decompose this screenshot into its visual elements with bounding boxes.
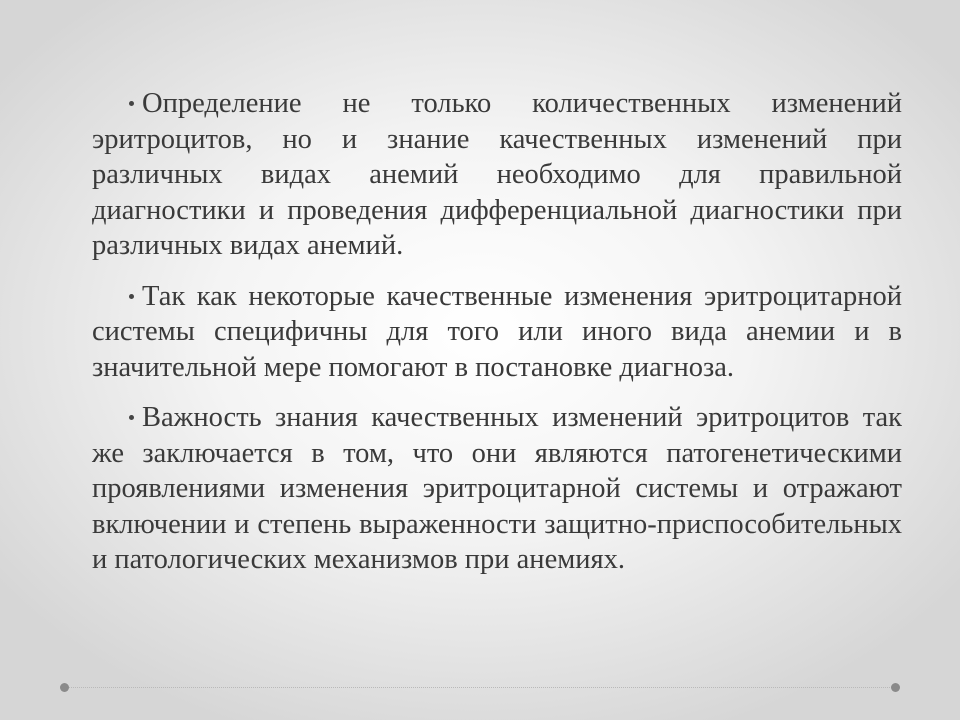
bullet-text-2: Так как некоторые качественные изменения эритроцитарной системы специфичны для того или иного вида анемии и в значительной мере помогают в постановке диагноза. xyxy=(92,280,902,383)
bullet-item-3 xyxy=(92,400,902,578)
bullet-text-1: Определение не только количественных изменений эритроцитов, но и знание качественных изменений при различных видах анемий необходимо для правильной диагностики и проведения дифференциальной диагностики при различных видах анемий. xyxy=(92,88,902,261)
footer-divider xyxy=(60,683,900,693)
bullet-text-3: Важность знания качественных изменений эритроцитов так же заключается в том, что они являются патогенетическими проявлениями изменения эритроцитарной системы и отражают включении и степень выраженности защитно-приспособительных и патологических механизмов при анемиях. xyxy=(92,402,902,575)
footer-left-dot-icon xyxy=(60,683,69,692)
bullet-item-2 xyxy=(92,279,902,386)
bullet-dot-icon xyxy=(129,415,134,420)
slide-content xyxy=(92,86,902,593)
footer-right-dot-icon xyxy=(891,683,900,692)
bullet-dot-icon xyxy=(129,101,134,106)
bullet-dot-icon xyxy=(129,294,134,299)
footer-dotted-line xyxy=(66,687,894,688)
bullet-item-1 xyxy=(92,86,902,264)
